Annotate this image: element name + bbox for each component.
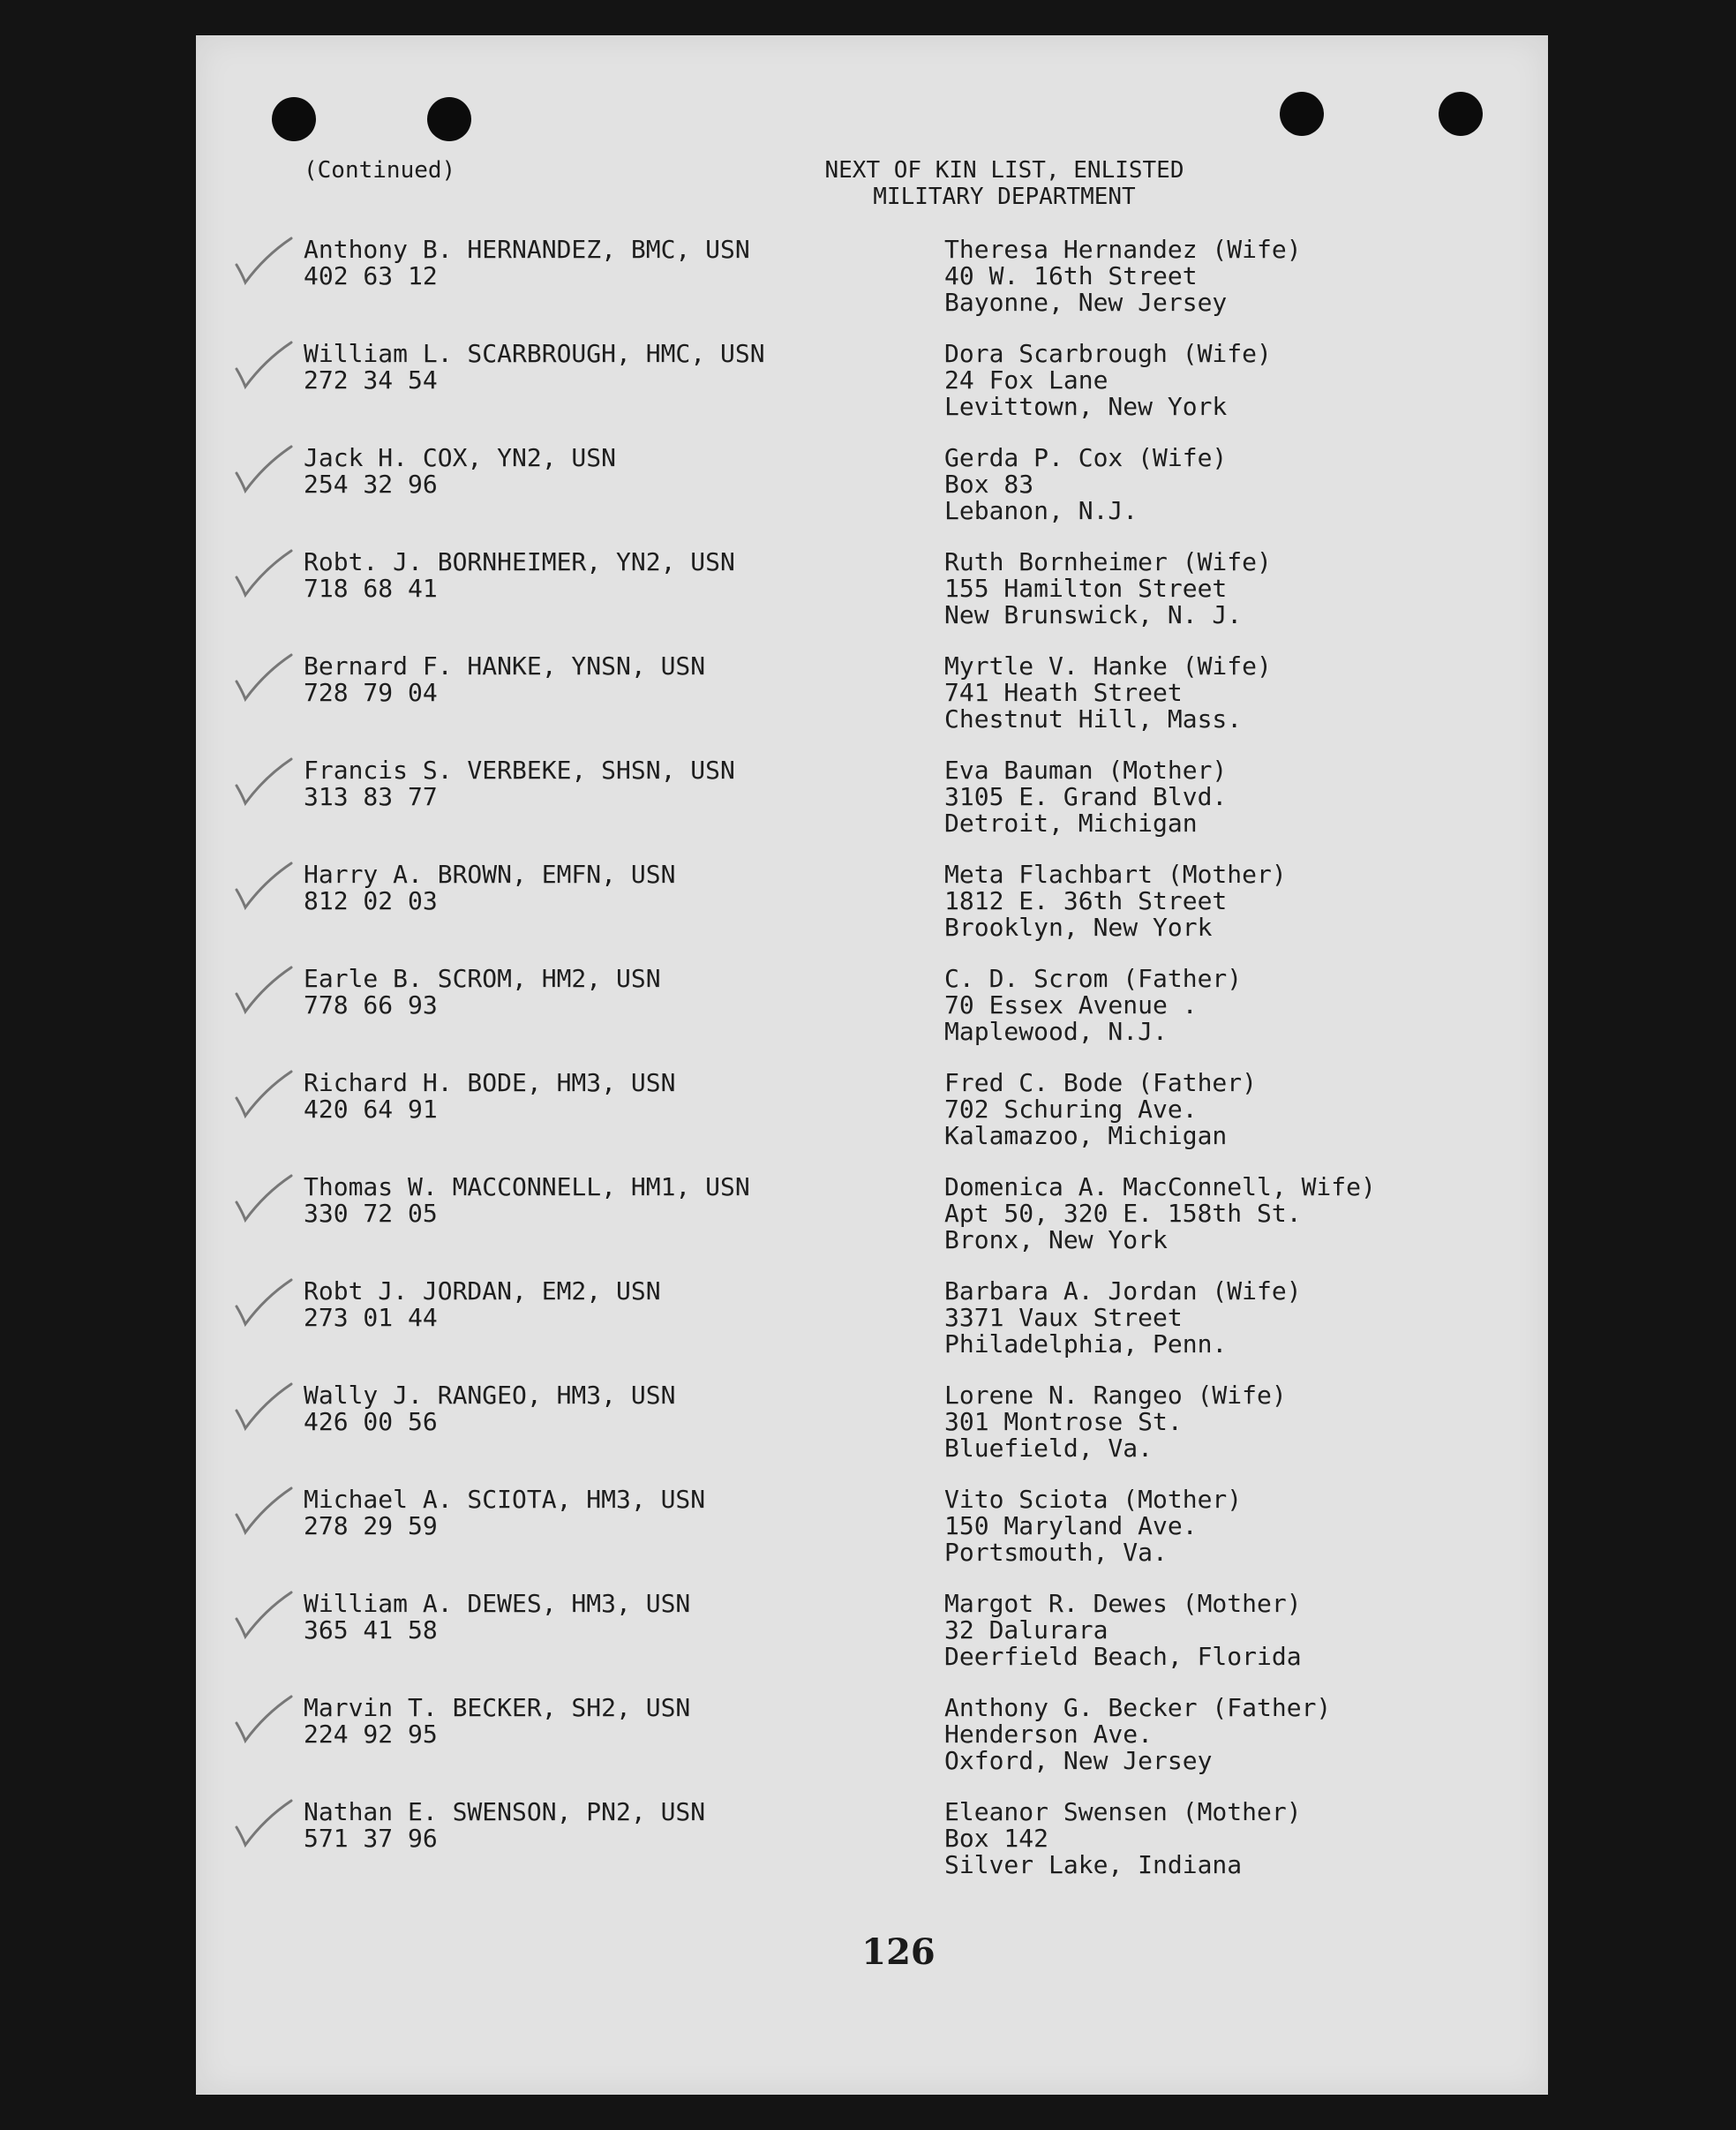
check-mark-icon — [229, 959, 300, 1020]
enlisted-member — [304, 653, 705, 706]
kin-name: C. D. Scrom (Father) — [944, 964, 1243, 993]
service-number: 273 01 44 — [304, 1303, 438, 1332]
punch-hole-right-1 — [1280, 92, 1324, 136]
check-mark-icon — [229, 854, 300, 916]
enlisted-member — [304, 1486, 705, 1539]
kin-name: Margot R. Dewes (Mother) — [944, 1589, 1302, 1618]
kin-address-line-2: Portsmouth, Va. — [944, 1538, 1168, 1567]
service-number: 254 32 96 — [304, 470, 438, 499]
kin-name: Theresa Hernandez (Wife) — [944, 235, 1302, 264]
check-mark-icon — [229, 1167, 300, 1229]
kin-name: Myrtle V. Hanke (Wife) — [944, 651, 1272, 681]
kin-address-line-2: Maplewood, N.J. — [944, 1017, 1168, 1046]
kin-address-line-2: Lebanon, N.J. — [944, 496, 1139, 525]
service-number: 330 72 05 — [304, 1199, 438, 1228]
check-mark-icon — [229, 542, 300, 604]
enlisted-member — [304, 549, 735, 602]
member-name: Thomas W. MACCONNELL, HM1, USN — [304, 1172, 750, 1201]
member-name: Richard H. BODE, HM3, USN — [304, 1068, 676, 1097]
kin-address-line-2: Kalamazoo, Michigan — [944, 1121, 1228, 1150]
kin-address-line-2: Philadelphia, Penn. — [944, 1329, 1228, 1359]
check-mark-icon — [229, 230, 300, 291]
list-item — [196, 966, 1548, 1063]
check-mark-icon — [229, 1584, 300, 1645]
kin-name: Gerda P. Cox (Wife) — [944, 443, 1228, 472]
kin-address-line-2: Bronx, New York — [944, 1225, 1168, 1254]
list-item — [196, 445, 1548, 542]
member-name: Harry A. BROWN, EMFN, USN — [304, 860, 676, 889]
punch-hole-right-2 — [1439, 92, 1483, 136]
list-item — [196, 549, 1548, 646]
kin-address-line-2: Silver Lake, Indiana — [944, 1850, 1243, 1879]
next-of-kin — [944, 653, 1272, 733]
enlisted-member — [304, 1070, 675, 1123]
check-mark-icon — [229, 438, 300, 500]
next-of-kin — [944, 757, 1227, 837]
document-page — [196, 35, 1548, 2095]
enlisted-member — [304, 1799, 705, 1852]
list-item — [196, 1799, 1548, 1896]
next-of-kin — [944, 1174, 1376, 1253]
punch-hole-left-2 — [427, 97, 471, 141]
page-number-text: 126 — [861, 1931, 936, 1973]
kin-address-line-2: Bluefield, Va. — [944, 1434, 1154, 1463]
check-mark-icon — [229, 750, 300, 812]
kin-address-line-2: Levittown, New York — [944, 392, 1228, 421]
check-mark-icon — [229, 1792, 300, 1854]
kin-address-line-2: Deerfield Beach, Florida — [944, 1642, 1302, 1671]
title-line-1: NEXT OF KIN LIST, ENLISTED — [824, 157, 1184, 184]
enlisted-member — [304, 1174, 750, 1227]
kin-address-line-2: Chestnut Hill, Mass. — [944, 704, 1243, 734]
list-item — [196, 237, 1548, 334]
page-number — [196, 1931, 1548, 1973]
list-item — [196, 1070, 1548, 1167]
list-item — [196, 1278, 1548, 1375]
kin-address-line-2: Bayonne, New Jersey — [944, 288, 1228, 317]
kin-address-line-2: Oxford, New Jersey — [944, 1746, 1213, 1775]
kin-address-line-1: 32 Dalurara — [944, 1615, 1108, 1645]
service-number: 313 83 77 — [304, 782, 438, 811]
next-of-kin — [944, 237, 1302, 316]
check-mark-icon — [229, 1271, 300, 1333]
next-of-kin — [944, 1591, 1302, 1670]
service-number: 571 37 96 — [304, 1824, 438, 1853]
check-mark-icon — [229, 646, 300, 708]
kin-address-line-1: 24 Fox Lane — [944, 365, 1108, 395]
check-mark-icon — [229, 1375, 300, 1437]
kin-address-line-2: Brooklyn, New York — [944, 913, 1213, 942]
kin-address-line-1: 301 Montrose St. — [944, 1407, 1183, 1436]
enlisted-member — [304, 341, 765, 394]
member-name: Bernard F. HANKE, YNSN, USN — [304, 651, 706, 681]
kin-address-line-1: Henderson Ave. — [944, 1720, 1154, 1749]
kin-name: Lorene N. Rangeo (Wife) — [944, 1381, 1287, 1410]
kin-address-line-1: Box 83 — [944, 470, 1034, 499]
kin-address-line-1: 741 Heath Street — [944, 678, 1183, 707]
member-name: Jack H. COX, YN2, USN — [304, 443, 617, 472]
title-line-2: MILITARY DEPARTMENT — [873, 184, 1136, 210]
next-of-kin — [944, 445, 1227, 524]
enlisted-member — [304, 1382, 675, 1435]
list-item — [196, 862, 1548, 959]
list-item — [196, 1695, 1548, 1792]
check-mark-icon — [229, 1063, 300, 1125]
kin-name: Eleanor Swensen (Mother) — [944, 1797, 1302, 1826]
kin-address-line-1: 40 W. 16th Street — [944, 261, 1198, 290]
kin-name: Vito Sciota (Mother) — [944, 1485, 1243, 1514]
next-of-kin — [944, 1486, 1242, 1566]
list-item — [196, 1486, 1548, 1584]
next-of-kin — [944, 1382, 1287, 1462]
kin-address-line-1: 70 Essex Avenue . — [944, 990, 1198, 1020]
service-number: 365 41 58 — [304, 1615, 438, 1645]
enlisted-member — [304, 862, 675, 914]
check-mark-icon — [229, 1479, 300, 1541]
kin-name: Barbara A. Jordan (Wife) — [944, 1276, 1302, 1306]
member-name: Marvin T. BECKER, SH2, USN — [304, 1693, 691, 1722]
kin-address-line-1: 150 Maryland Ave. — [944, 1511, 1198, 1540]
service-number: 420 64 91 — [304, 1095, 438, 1124]
member-name: William A. DEWES, HM3, USN — [304, 1589, 691, 1618]
next-of-kin — [944, 1695, 1331, 1774]
next-of-kin — [944, 1278, 1302, 1358]
kin-address-line-1: 1812 E. 36th Street — [944, 886, 1228, 915]
enlisted-member — [304, 1278, 661, 1331]
kin-address-line-2: Detroit, Michigan — [944, 809, 1198, 838]
enlisted-member — [304, 757, 735, 810]
list-item — [196, 757, 1548, 854]
member-name: Robt. J. BORNHEIMER, YN2, USN — [304, 547, 735, 576]
enlisted-member — [304, 1695, 690, 1748]
member-name: William L. SCARBROUGH, HMC, USN — [304, 339, 765, 368]
check-mark-icon — [229, 334, 300, 395]
list-item — [196, 341, 1548, 438]
enlisted-member — [304, 445, 616, 498]
service-number: 718 68 41 — [304, 574, 438, 603]
kin-address-line-2: New Brunswick, N. J. — [944, 600, 1243, 629]
member-name: Francis S. VERBEKE, SHSN, USN — [304, 756, 735, 785]
kin-address-line-1: 3105 E. Grand Blvd. — [944, 782, 1228, 811]
next-of-kin — [944, 1799, 1302, 1878]
kin-name: Anthony G. Becker (Father) — [944, 1693, 1332, 1722]
kin-name: Domenica A. MacConnell, Wife) — [944, 1172, 1376, 1201]
kin-address-line-1: Apt 50, 320 E. 158th St. — [944, 1199, 1302, 1228]
kin-name: Dora Scarbrough (Wife) — [944, 339, 1272, 368]
service-number: 728 79 04 — [304, 678, 438, 707]
kin-address-line-1: 3371 Vaux Street — [944, 1303, 1183, 1332]
service-number: 272 34 54 — [304, 365, 438, 395]
list-item — [196, 1174, 1548, 1271]
next-of-kin — [944, 1070, 1257, 1149]
enlisted-member — [304, 966, 661, 1019]
next-of-kin — [944, 966, 1242, 1045]
member-name: Wally J. RANGEO, HM3, USN — [304, 1381, 676, 1410]
kin-name: Ruth Bornheimer (Wife) — [944, 547, 1272, 576]
member-name: Michael A. SCIOTA, HM3, USN — [304, 1485, 706, 1514]
service-number: 812 02 03 — [304, 886, 438, 915]
member-name: Robt J. JORDAN, EM2, USN — [304, 1276, 661, 1306]
kin-name: Meta Flachbart (Mother) — [944, 860, 1287, 889]
kin-address-line-1: Box 142 — [944, 1824, 1049, 1853]
document-title — [196, 157, 1548, 210]
enlisted-member — [304, 1591, 690, 1644]
service-number: 426 00 56 — [304, 1407, 438, 1436]
kin-name: Eva Bauman (Mother) — [944, 756, 1228, 785]
next-of-kin — [944, 341, 1272, 420]
check-mark-icon — [229, 1688, 300, 1750]
list-item — [196, 1591, 1548, 1688]
kin-address-line-1: 155 Hamilton Street — [944, 574, 1228, 603]
kin-address-line-1: 702 Schuring Ave. — [944, 1095, 1198, 1124]
service-number: 778 66 93 — [304, 990, 438, 1020]
punch-hole-left-1 — [272, 97, 316, 141]
enlisted-member — [304, 237, 750, 290]
next-of-kin — [944, 549, 1272, 628]
member-name: Earle B. SCROM, HM2, USN — [304, 964, 661, 993]
list-item — [196, 653, 1548, 750]
continued-label: (Continued) — [304, 157, 456, 184]
kin-name: Fred C. Bode (Father) — [944, 1068, 1258, 1097]
list-item — [196, 1382, 1548, 1479]
service-number: 224 92 95 — [304, 1720, 438, 1749]
service-number: 278 29 59 — [304, 1511, 438, 1540]
next-of-kin — [944, 862, 1287, 941]
service-number: 402 63 12 — [304, 261, 438, 290]
member-name: Anthony B. HERNANDEZ, BMC, USN — [304, 235, 750, 264]
member-name: Nathan E. SWENSON, PN2, USN — [304, 1797, 706, 1826]
